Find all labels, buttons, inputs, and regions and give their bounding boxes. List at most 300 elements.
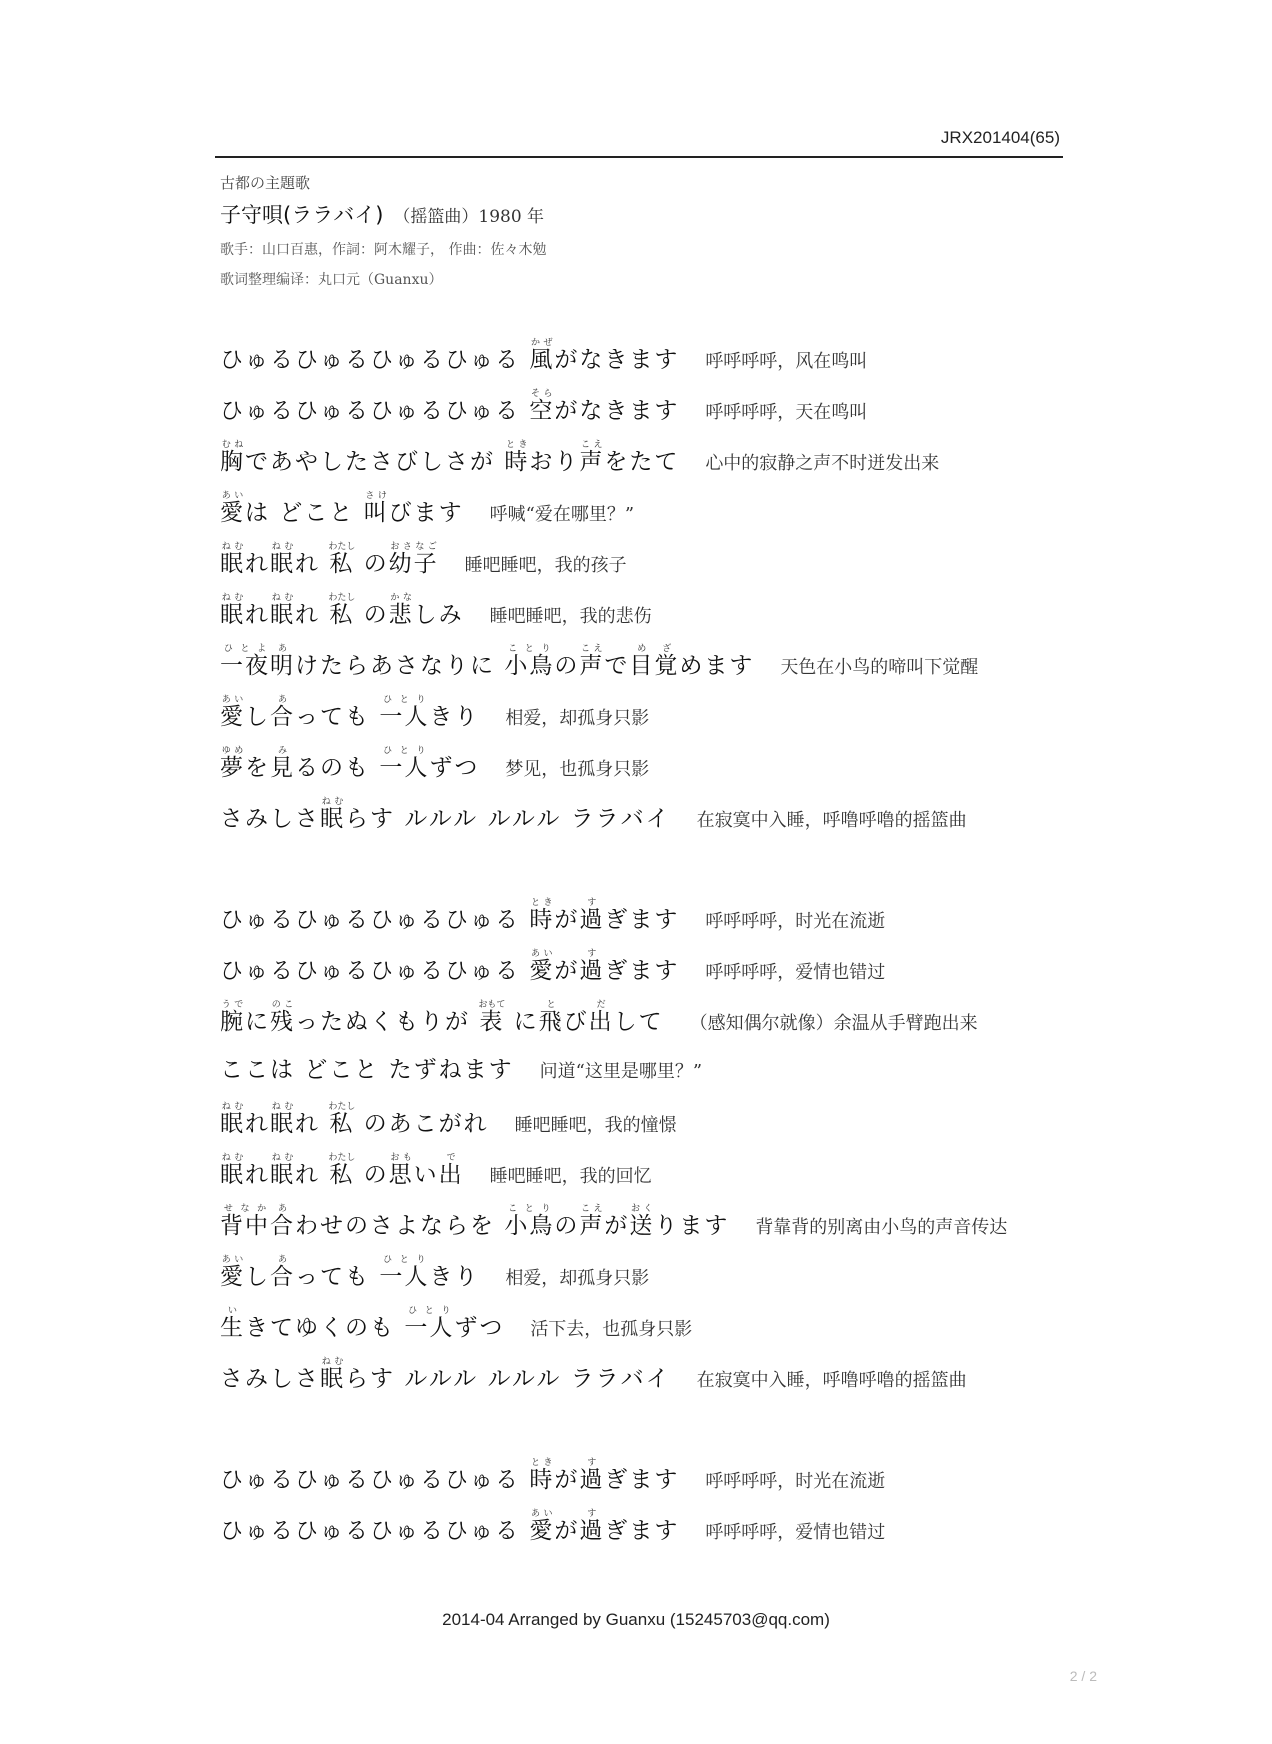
lyric-line xyxy=(220,593,1070,644)
kana-text: が xyxy=(554,1467,580,1493)
kana-text: が xyxy=(604,1213,630,1239)
kana-text: さみしさ xyxy=(220,1366,320,1392)
chinese-translation: 在寂寞中入睡，呼噜呼噜的摇篮曲 xyxy=(696,1370,967,1391)
kana-text: で xyxy=(604,653,630,679)
kana-text: れ xyxy=(295,1111,330,1137)
kana-text: らす ルルル ルルル ララバイ xyxy=(345,806,671,832)
furigana-reading: わたし xyxy=(328,1102,356,1112)
lyric-line xyxy=(220,1509,1070,1560)
kanji-text: 見 xyxy=(270,755,295,781)
japanese-lyric xyxy=(220,1255,479,1291)
furigana-reading: す xyxy=(579,1458,605,1468)
kanji-text: 過 xyxy=(579,1467,605,1493)
kanji-text: 小鳥 xyxy=(504,653,555,679)
lyric-line xyxy=(220,1000,1070,1051)
furigana-word xyxy=(388,542,439,577)
kanji-text: 過 xyxy=(579,1518,605,1544)
furigana-reading: おもて xyxy=(478,1000,506,1010)
kana-text: ひゅるひゅるひゅるひゅる xyxy=(220,958,530,984)
lyric-line xyxy=(220,542,1070,593)
kanji-text: 愛 xyxy=(220,704,245,730)
kana-text: ここは どこと たずねます xyxy=(220,1057,514,1083)
kanji-text: 声 xyxy=(579,449,605,475)
kanji-text: 眠 xyxy=(270,1111,295,1137)
furigana-word xyxy=(270,1255,295,1290)
kana-text: ぎます xyxy=(604,1518,680,1544)
document-id: JRX201404(65) xyxy=(940,128,1060,147)
furigana-word xyxy=(270,644,295,679)
furigana-word xyxy=(270,1204,295,1239)
kanji-text: 眠 xyxy=(220,551,245,577)
furigana-reading: とき xyxy=(529,898,555,908)
furigana-reading: わたし xyxy=(328,542,356,552)
furigana-reading: あい xyxy=(529,949,555,959)
kana-text: っても xyxy=(295,1264,380,1290)
kana-text: ひゅるひゅるひゅるひゅる xyxy=(220,1518,530,1544)
japanese-lyric xyxy=(220,1306,504,1342)
kana-text: っても xyxy=(295,704,380,730)
kanji-text: 合 xyxy=(270,1213,295,1239)
furigana-reading: ねむ xyxy=(320,797,345,807)
lyric-line xyxy=(220,1458,1070,1509)
kana-text: めます xyxy=(679,653,755,679)
furigana-word xyxy=(504,440,530,475)
furigana-word xyxy=(379,695,430,730)
kana-text: れ xyxy=(245,1162,270,1188)
kanji-text: 送 xyxy=(629,1213,655,1239)
furigana-word xyxy=(220,1255,245,1290)
furigana-word xyxy=(220,644,270,679)
kana-text: を xyxy=(245,755,270,781)
japanese-lyric xyxy=(220,1153,464,1189)
japanese-lyric xyxy=(220,746,479,782)
japanese-lyric xyxy=(220,1458,679,1494)
japanese-lyric xyxy=(220,1102,489,1138)
kana-text: ひゅるひゅるひゅるひゅる xyxy=(220,347,530,373)
furigana-word xyxy=(388,1153,414,1188)
kanji-text: 叫 xyxy=(363,500,389,526)
kanji-text: 表 xyxy=(478,1009,506,1035)
lyric-line xyxy=(220,695,1070,746)
furigana-word xyxy=(328,593,356,628)
furigana-reading: ことり xyxy=(504,1204,555,1214)
chinese-translation: 问道“这里是哪里？” xyxy=(539,1061,703,1082)
kana-text: をたて xyxy=(604,449,680,475)
chinese-translation: （感知偶尔就像）余温从手臂跑出来 xyxy=(689,1013,978,1034)
furigana-reading: す xyxy=(579,898,605,908)
furigana-reading: あ xyxy=(270,1204,295,1214)
kanji-text: 空 xyxy=(529,398,555,424)
chinese-translation: 天色在小鸟的啼叫下觉醒 xyxy=(780,657,979,678)
lyric-line xyxy=(220,797,1070,848)
footer-credit: 2014-04 Arranged by Guanxu (15245703@qq.com) xyxy=(442,1610,830,1629)
furigana-word xyxy=(579,1509,605,1544)
furigana-word xyxy=(388,593,414,628)
kanji-text: 時 xyxy=(529,907,555,933)
kanji-text: 眠 xyxy=(220,1111,245,1137)
furigana-reading: ひとり xyxy=(379,1255,430,1265)
furigana-word xyxy=(320,797,345,832)
lyric-line xyxy=(220,898,1070,949)
kanji-text: 一夜 xyxy=(220,653,270,679)
kanji-text: 合 xyxy=(270,1264,295,1290)
furigana-reading: せなか xyxy=(220,1204,270,1214)
chinese-translation: 呼喊“爱在哪里？” xyxy=(489,504,635,525)
kanji-text: 幼子 xyxy=(388,551,439,577)
furigana-word xyxy=(579,1458,605,1493)
furigana-word xyxy=(438,1153,464,1188)
lyric-line xyxy=(220,1051,1070,1102)
kanji-text: 合 xyxy=(270,704,295,730)
furigana-reading: い xyxy=(220,1306,245,1316)
japanese-lyric xyxy=(220,1204,729,1240)
furigana-word xyxy=(270,746,295,781)
furigana-word xyxy=(363,491,389,526)
kana-text: れ xyxy=(295,551,330,577)
kana-text: ひゅるひゅるひゅるひゅる xyxy=(220,907,530,933)
furigana-reading: ひとり xyxy=(404,1306,455,1316)
furigana-word xyxy=(504,1204,555,1239)
furigana-word xyxy=(629,644,680,679)
kanji-text: 愛 xyxy=(220,1264,245,1290)
kana-text: い xyxy=(413,1162,439,1188)
kanji-text: 一人 xyxy=(379,1264,430,1290)
japanese-lyric xyxy=(220,338,679,374)
furigana-reading: あ xyxy=(270,695,295,705)
kana-text: わせのさよならを xyxy=(295,1213,505,1239)
kanji-text: 胸 xyxy=(220,449,245,475)
furigana-word xyxy=(270,593,295,628)
furigana-reading: ひとり xyxy=(379,746,430,756)
furigana-word xyxy=(270,1000,295,1035)
furigana-reading: す xyxy=(579,949,605,959)
furigana-reading: で xyxy=(438,1153,464,1163)
kana-text: おり xyxy=(529,449,580,475)
kanji-text: 目覚 xyxy=(629,653,680,679)
chinese-translation: 心中的寂静之声不时迸发出来 xyxy=(705,453,940,474)
furigana-reading: あい xyxy=(220,491,245,501)
furigana-word xyxy=(220,440,245,475)
page-number: 2 / 2 xyxy=(1069,1668,1097,1684)
furigana-word xyxy=(379,1255,430,1290)
furigana-reading: こえ xyxy=(579,644,605,654)
song-title-subtitle: （摇篮曲）1980 年 xyxy=(393,207,545,227)
kana-text: けたらあさなりに xyxy=(295,653,505,679)
chinese-translation: 相爱，却孤身只影 xyxy=(505,1268,650,1289)
furigana-word xyxy=(529,898,555,933)
furigana-word xyxy=(579,644,605,679)
kanji-text: 眠 xyxy=(270,1162,295,1188)
kanji-text: 風 xyxy=(529,347,555,373)
kanji-text: 一人 xyxy=(379,704,430,730)
kana-text: の xyxy=(354,551,389,577)
furigana-word xyxy=(579,949,605,984)
japanese-lyric xyxy=(220,949,679,985)
furigana-word xyxy=(529,1509,555,1544)
furigana-reading: むね xyxy=(220,440,245,450)
kana-text: び xyxy=(563,1009,589,1035)
japanese-lyric xyxy=(220,389,679,425)
kanji-text: 残 xyxy=(270,1009,295,1035)
stanza xyxy=(220,1458,1070,1560)
kanji-text: 一人 xyxy=(379,755,430,781)
furigana-reading: こえ xyxy=(579,440,605,450)
kana-text: が xyxy=(554,958,580,984)
furigana-reading: めざ xyxy=(629,644,680,654)
lyric-line xyxy=(220,1102,1070,1153)
kana-text: が xyxy=(554,1518,580,1544)
furigana-reading: ねむ xyxy=(220,593,245,603)
chinese-translation: 呼呼呼呼，爱情也错过 xyxy=(705,962,886,983)
kanji-text: 一人 xyxy=(404,1315,455,1341)
furigana-word xyxy=(529,1458,555,1493)
kanji-text: 眠 xyxy=(270,551,295,577)
furigana-word xyxy=(538,1000,564,1035)
furigana-word xyxy=(220,1204,270,1239)
japanese-lyric xyxy=(220,1357,671,1393)
furigana-reading: かな xyxy=(388,593,414,603)
furigana-word xyxy=(629,1204,655,1239)
furigana-reading: す xyxy=(579,1509,605,1519)
kanji-text: 眠 xyxy=(220,602,245,628)
furigana-word xyxy=(588,1000,614,1035)
chinese-translation: 睡吧睡吧，我的憧憬 xyxy=(514,1115,677,1136)
kanji-text: 眠 xyxy=(220,1162,245,1188)
kanji-text: 声 xyxy=(579,1213,605,1239)
kanji-text: 出 xyxy=(588,1009,614,1035)
kana-text: しみ xyxy=(413,602,464,628)
kana-text: して xyxy=(613,1009,664,1035)
japanese-lyric xyxy=(220,1509,679,1545)
furigana-word xyxy=(404,1306,455,1341)
furigana-reading: おも xyxy=(388,1153,414,1163)
kana-text: ぎます xyxy=(604,907,680,933)
kanji-text: 生 xyxy=(220,1315,245,1341)
lyric-line xyxy=(220,1255,1070,1306)
chinese-translation: 睡吧睡吧，我的孩子 xyxy=(464,555,627,576)
furigana-reading: あい xyxy=(220,695,245,705)
furigana-reading: ひとり xyxy=(379,695,430,705)
furigana-reading: ねむ xyxy=(320,1357,345,1367)
kana-text: がなきます xyxy=(554,347,680,373)
furigana-word xyxy=(220,1153,245,1188)
furigana-word xyxy=(270,1102,295,1137)
kana-text: るのも xyxy=(295,755,380,781)
kanji-text: 眠 xyxy=(320,1366,345,1392)
japanese-lyric xyxy=(220,491,464,527)
furigana-word xyxy=(328,542,356,577)
kana-text: ひゅるひゅるひゅるひゅる xyxy=(220,398,530,424)
chinese-translation: 在寂寞中入睡，呼噜呼噜的摇篮曲 xyxy=(696,810,967,831)
kanji-text: 悲 xyxy=(388,602,414,628)
kanji-text: 過 xyxy=(579,958,605,984)
furigana-reading: あ xyxy=(270,644,295,654)
kanji-text: 私 xyxy=(328,602,356,628)
lyric-line xyxy=(220,949,1070,1000)
furigana-reading: のこ xyxy=(270,1000,295,1010)
kanji-text: 眠 xyxy=(270,602,295,628)
furigana-reading: ねむ xyxy=(270,593,295,603)
kanji-text: 過 xyxy=(579,907,605,933)
japanese-lyric xyxy=(220,1051,514,1084)
furigana-reading: こえ xyxy=(579,1204,605,1214)
kanji-text: 出 xyxy=(438,1162,464,1188)
kana-text: し xyxy=(245,1264,270,1290)
lyric-line xyxy=(220,1153,1070,1204)
chinese-translation: 呼呼呼呼，时光在流逝 xyxy=(705,1471,886,1492)
furigana-reading: ひとよ xyxy=(220,644,270,654)
kana-text: ずつ xyxy=(429,755,480,781)
kana-text: の xyxy=(354,1162,389,1188)
kana-text: ずつ xyxy=(454,1315,505,1341)
kana-text: きてゆくのも xyxy=(245,1315,405,1341)
kanji-text: 愛 xyxy=(220,500,245,526)
kana-text: の xyxy=(554,1213,580,1239)
furigana-reading: ゆめ xyxy=(220,746,245,756)
kana-text: の xyxy=(354,602,389,628)
japanese-lyric xyxy=(220,898,679,934)
lyric-line xyxy=(220,1306,1070,1357)
chinese-translation: 呼呼呼呼，风在鸣叫 xyxy=(705,351,868,372)
furigana-word xyxy=(220,593,245,628)
kanji-text: 小鳥 xyxy=(504,1213,555,1239)
furigana-word xyxy=(220,1102,245,1137)
intro-block xyxy=(220,172,546,299)
furigana-reading: わたし xyxy=(328,1153,356,1163)
furigana-reading: だ xyxy=(588,1000,614,1010)
kana-text: がなきます xyxy=(554,398,680,424)
furigana-word xyxy=(579,440,605,475)
kana-text: れ xyxy=(295,602,330,628)
lyric-line xyxy=(220,1204,1070,1255)
furigana-word xyxy=(220,542,245,577)
kana-text: れ xyxy=(295,1162,330,1188)
kana-text: は どこと xyxy=(245,500,364,526)
kana-text: ったぬくもりが xyxy=(295,1009,480,1035)
furigana-word xyxy=(220,746,245,781)
furigana-reading: おさなご xyxy=(388,542,439,552)
furigana-word xyxy=(379,746,430,781)
furigana-reading: おく xyxy=(629,1204,655,1214)
chinese-translation: 呼呼呼呼，爱情也错过 xyxy=(705,1522,886,1543)
lyric-line xyxy=(220,338,1070,389)
kana-text: に xyxy=(504,1009,539,1035)
furigana-reading: わたし xyxy=(328,593,356,603)
kanji-text: 愛 xyxy=(529,1518,555,1544)
furigana-reading: さけ xyxy=(363,491,389,501)
kana-text: きり xyxy=(429,1264,480,1290)
chinese-translation: 睡吧睡吧，我的回忆 xyxy=(489,1166,652,1187)
lyrics xyxy=(220,338,1070,1610)
kana-text: さみしさ xyxy=(220,806,320,832)
kana-text: きり xyxy=(429,704,480,730)
song-title-text: 子守唄(ララバイ) xyxy=(220,203,384,227)
kanji-text: 眠 xyxy=(320,806,345,832)
furigana-word xyxy=(320,1357,345,1392)
furigana-word xyxy=(220,695,245,730)
japanese-lyric xyxy=(220,797,671,833)
furigana-reading: ねむ xyxy=(220,542,245,552)
kanji-text: 飛 xyxy=(538,1009,564,1035)
furigana-word xyxy=(328,1153,356,1188)
furigana-word xyxy=(270,1153,295,1188)
kanji-text: 愛 xyxy=(529,958,555,984)
furigana-word xyxy=(478,1000,506,1035)
kana-text: のあこがれ xyxy=(354,1111,489,1137)
chinese-translation: 背靠背的别离由小鸟的声音传达 xyxy=(755,1217,1008,1238)
kanji-text: 腕 xyxy=(220,1009,245,1035)
furigana-word xyxy=(328,1102,356,1137)
kana-text: らす ルルル ルルル ララバイ xyxy=(345,1366,671,1392)
lyric-line xyxy=(220,440,1070,491)
kana-text: の xyxy=(554,653,580,679)
furigana-word xyxy=(529,338,555,373)
furigana-reading: あい xyxy=(220,1255,245,1265)
japanese-lyric xyxy=(220,593,464,629)
furigana-reading: うで xyxy=(220,1000,245,1010)
kanji-text: 背中 xyxy=(220,1213,270,1239)
kanji-text: 私 xyxy=(328,551,356,577)
furigana-reading: あ xyxy=(270,1255,295,1265)
kana-text: れ xyxy=(245,551,270,577)
stanza xyxy=(220,898,1070,1408)
kana-text: であやしたさびしさが xyxy=(245,449,505,475)
song-credits: 歌手：山口百惠，作詞：阿木耀子， 作曲：佐々木勉 xyxy=(220,242,547,258)
furigana-word xyxy=(270,542,295,577)
chinese-translation: 呼呼呼呼，时光在流逝 xyxy=(705,911,886,932)
furigana-reading: ことり xyxy=(504,644,555,654)
furigana-reading: ねむ xyxy=(220,1102,245,1112)
kana-text: ぎます xyxy=(604,958,680,984)
lyric-line xyxy=(220,644,1070,695)
kana-text: が xyxy=(554,907,580,933)
furigana-reading: とき xyxy=(504,440,530,450)
kana-text: ります xyxy=(654,1213,730,1239)
furigana-reading: み xyxy=(270,746,295,756)
chinese-translation: 睡吧睡吧，我的悲伤 xyxy=(489,606,652,627)
japanese-lyric xyxy=(220,644,754,680)
japanese-lyric xyxy=(220,440,679,476)
furigana-reading: ねむ xyxy=(270,1102,295,1112)
kana-text: れ xyxy=(245,1111,270,1137)
kana-text: ぎます xyxy=(604,1467,680,1493)
furigana-word xyxy=(220,491,245,526)
kanji-text: 時 xyxy=(529,1467,555,1493)
furigana-reading: ねむ xyxy=(220,1153,245,1163)
furigana-word xyxy=(504,644,555,679)
chinese-translation: 相爱，却孤身只影 xyxy=(505,708,650,729)
japanese-lyric xyxy=(220,695,479,731)
furigana-reading: と xyxy=(538,1000,564,1010)
stanza xyxy=(220,338,1070,848)
japanese-lyric xyxy=(220,542,439,578)
furigana-reading: ねむ xyxy=(270,1153,295,1163)
header-rule xyxy=(215,156,1063,158)
kanji-text: 明 xyxy=(270,653,295,679)
section-label: 古都の主題歌 xyxy=(220,174,311,192)
furigana-reading: あい xyxy=(529,1509,555,1519)
kanji-text: 夢 xyxy=(220,755,245,781)
furigana-reading: かぜ xyxy=(529,338,555,348)
kanji-text: 思 xyxy=(388,1162,414,1188)
furigana-word xyxy=(220,1000,245,1035)
lyric-line xyxy=(220,389,1070,440)
kana-text: に xyxy=(245,1009,270,1035)
furigana-word xyxy=(529,389,555,424)
chinese-translation: 梦见，也孤身只影 xyxy=(505,759,650,780)
furigana-word xyxy=(579,898,605,933)
japanese-lyric xyxy=(220,1000,664,1036)
